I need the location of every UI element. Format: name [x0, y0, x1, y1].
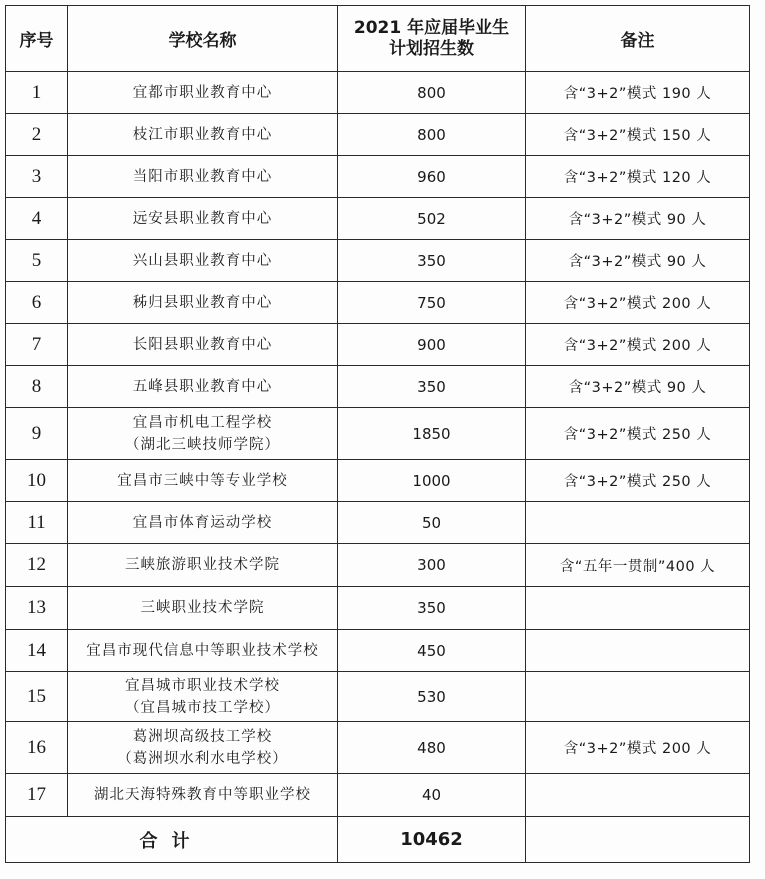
- row-plan-count: 350: [338, 366, 526, 408]
- school-name-line1: 宜昌市三峡中等专业学校: [117, 472, 288, 489]
- table-row: [6, 114, 750, 156]
- school-name-line1: 葛洲坝高级技工学校: [132, 728, 273, 745]
- row-seq: 2: [6, 114, 68, 156]
- row-school-name: [68, 774, 338, 817]
- row-plan-count: 960: [338, 156, 526, 198]
- row-school-name: [68, 114, 338, 156]
- school-name-line1: 三峡旅游职业技术学院: [125, 557, 280, 573]
- row-school-name: [68, 502, 338, 544]
- header-note: 备注: [526, 6, 750, 72]
- table-row: [6, 774, 750, 817]
- school-name-line1: 秭归县职业教育中心: [132, 294, 273, 311]
- school-name-line1: 五峰县职业教育中心: [132, 378, 273, 395]
- table-row: [6, 587, 750, 630]
- total-label: 合计: [6, 817, 338, 863]
- row-plan-count: 530: [338, 672, 526, 722]
- table-row: [6, 544, 750, 587]
- row-note: 含“3+2”模式 200 人: [526, 722, 750, 774]
- row-note: 含“3+2”模式 200 人: [526, 324, 750, 366]
- row-seq: 1: [6, 72, 68, 114]
- row-school-name: [68, 672, 338, 722]
- row-note: [526, 502, 750, 544]
- row-note: 含“3+2”模式 90 人: [526, 240, 750, 282]
- table-row: [6, 672, 750, 722]
- table-row: [6, 460, 750, 502]
- row-plan-count: 900: [338, 324, 526, 366]
- row-note: 含“3+2”模式 190 人: [526, 72, 750, 114]
- total-note: [526, 817, 750, 863]
- table-row: [6, 156, 750, 198]
- school-name-line1: 长阳县职业教育中心: [132, 336, 273, 353]
- row-school-name: [68, 544, 338, 587]
- school-name-line1: 当阳市职业教育中心: [132, 168, 273, 185]
- table-row: [6, 72, 750, 114]
- row-note: 含“3+2”模式 120 人: [526, 156, 750, 198]
- row-seq: 3: [6, 156, 68, 198]
- row-note: [526, 630, 750, 672]
- row-school-name: [68, 366, 338, 408]
- header-seq: 序号: [6, 6, 68, 72]
- row-note: 含“3+2”模式 150 人: [526, 114, 750, 156]
- row-plan-count: 1850: [338, 408, 526, 460]
- row-seq: 17: [6, 774, 68, 817]
- table-row: [6, 630, 750, 672]
- table-row: [6, 502, 750, 544]
- row-note: 含“五年一贯制”400 人: [526, 544, 750, 587]
- row-school-name: [68, 282, 338, 324]
- row-seq: 13: [6, 587, 68, 630]
- row-seq: 8: [6, 366, 68, 408]
- school-name-line1: 枝江市职业教育中心: [132, 126, 273, 143]
- header-school-name: 学校名称: [68, 6, 338, 72]
- enrollment-plan-table: [5, 5, 750, 863]
- row-plan-count: 450: [338, 630, 526, 672]
- table-row: [6, 408, 750, 460]
- row-plan-count: 300: [338, 544, 526, 587]
- row-school-name: [68, 324, 338, 366]
- school-name-line1: 宜昌市现代信息中等职业技术学校: [86, 642, 319, 659]
- row-seq: 16: [6, 722, 68, 774]
- row-school-name: [68, 630, 338, 672]
- row-note: 含“3+2”模式 90 人: [526, 366, 750, 408]
- row-school-name: [68, 587, 338, 630]
- table-body: [6, 72, 750, 817]
- row-school-name: [68, 408, 338, 460]
- row-plan-count: 800: [338, 72, 526, 114]
- school-name-line1: 兴山县职业教育中心: [132, 252, 273, 269]
- school-name-line1: 湖北天海特殊教育中等职业学校: [94, 787, 311, 803]
- header-row: [6, 6, 750, 72]
- row-plan-count: 350: [338, 240, 526, 282]
- total-value: 10462: [338, 817, 526, 863]
- row-school-name: [68, 198, 338, 240]
- school-name-line2: （湖北三峡技师学院）: [125, 436, 280, 453]
- school-name-line1: 宜昌市体育运动学校: [132, 514, 273, 531]
- row-note: [526, 672, 750, 722]
- row-seq: 9: [6, 408, 68, 460]
- row-school-name: [68, 72, 338, 114]
- row-plan-count: 1000: [338, 460, 526, 502]
- row-note: 含“3+2”模式 250 人: [526, 408, 750, 460]
- row-plan-count: 750: [338, 282, 526, 324]
- row-plan-count: 480: [338, 722, 526, 774]
- school-name-line1: 宜昌城市职业技术学校: [125, 677, 280, 694]
- row-note: [526, 587, 750, 630]
- school-name-line1: 宜昌市机电工程学校: [132, 414, 273, 431]
- row-school-name: [68, 460, 338, 502]
- row-seq: 10: [6, 460, 68, 502]
- school-name-line1: 三峡职业技术学院: [140, 600, 265, 616]
- row-seq: 4: [6, 198, 68, 240]
- header-plan-line1: 2021 年应届毕业生: [353, 17, 510, 38]
- row-plan-count: 50: [338, 502, 526, 544]
- table-row: [6, 240, 750, 282]
- row-note: 含“3+2”模式 250 人: [526, 460, 750, 502]
- row-note: [526, 774, 750, 817]
- row-school-name: [68, 722, 338, 774]
- table-row: [6, 324, 750, 366]
- row-seq: 7: [6, 324, 68, 366]
- school-name-line1: 远安县职业教育中心: [132, 210, 273, 227]
- table-row: [6, 366, 750, 408]
- row-school-name: [68, 240, 338, 282]
- school-name-line1: 宜都市职业教育中心: [132, 84, 273, 101]
- total-row: [6, 817, 750, 863]
- row-seq: 6: [6, 282, 68, 324]
- table-row: [6, 282, 750, 324]
- row-seq: 14: [6, 630, 68, 672]
- row-plan-count: 800: [338, 114, 526, 156]
- row-plan-count: 502: [338, 198, 526, 240]
- row-note: 含“3+2”模式 200 人: [526, 282, 750, 324]
- row-seq: 11: [6, 502, 68, 544]
- header-plan: [338, 6, 526, 72]
- row-seq: 5: [6, 240, 68, 282]
- school-name-line2: （宜昌城市技工学校）: [125, 699, 280, 716]
- row-seq: 15: [6, 672, 68, 722]
- table-row: [6, 198, 750, 240]
- row-seq: 12: [6, 544, 68, 587]
- table-row: [6, 722, 750, 774]
- row-school-name: [68, 156, 338, 198]
- school-name-line2: （葛洲坝水利水电学校）: [117, 750, 288, 767]
- row-plan-count: 40: [338, 774, 526, 817]
- header-plan-line2: 计划招生数: [389, 38, 474, 59]
- row-plan-count: 350: [338, 587, 526, 630]
- row-note: 含“3+2”模式 90 人: [526, 198, 750, 240]
